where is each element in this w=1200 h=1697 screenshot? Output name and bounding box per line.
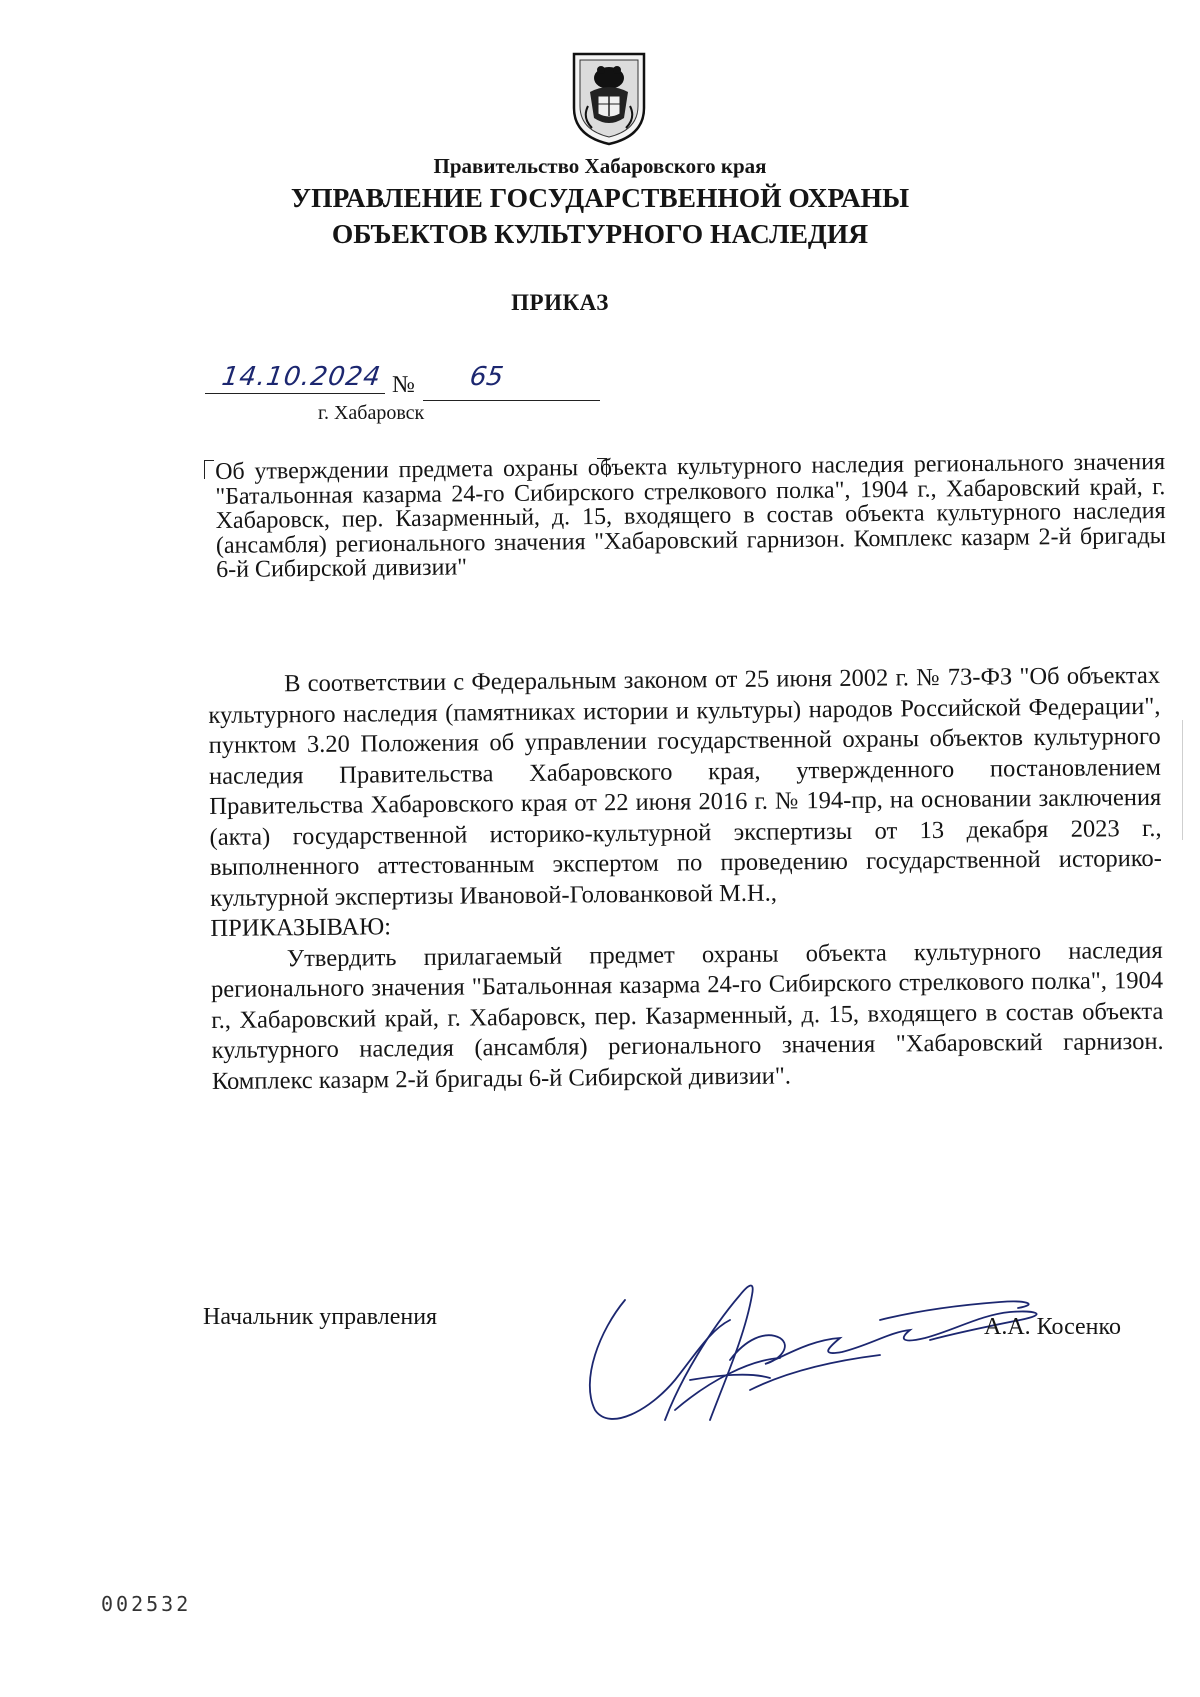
department-line-2: ОБЪЕКТОВ КУЛЬТУРНОГО НАСЛЕДИЯ bbox=[331, 218, 869, 249]
document-date: 14.10.2024 bbox=[219, 362, 383, 392]
number-underline bbox=[423, 400, 600, 401]
subject-bracket-left bbox=[204, 460, 214, 479]
handwritten-signature-icon bbox=[580, 1260, 1080, 1440]
number-sign: № bbox=[392, 372, 415, 398]
signatory-name: А.А. Косенко bbox=[984, 1314, 1121, 1340]
government-name: Правительство Хабаровского края bbox=[433, 154, 767, 178]
coat-of-arms-icon bbox=[568, 48, 650, 148]
document-city: г. Хабаровск bbox=[318, 402, 425, 424]
date-underline bbox=[205, 393, 385, 394]
document-serial-number: 002532 bbox=[101, 1592, 192, 1616]
department-line-1: УПРАВЛЕНИЕ ГОСУДАРСТВЕННОЙ ОХРАНЫ bbox=[290, 182, 910, 213]
signatory-title: Начальник управления bbox=[203, 1304, 438, 1330]
document-number: 65 bbox=[467, 362, 506, 392]
document-type: ПРИКАЗ bbox=[511, 290, 609, 315]
scan-margin-mark bbox=[1182, 720, 1183, 840]
department-name bbox=[0, 180, 1200, 252]
document-subject: Об утверждении предмета охраны объекта культурного наследия регионального значения "Батальонная казарма 24-го Сибирского стрелкового полка", 1904 г., Хабаровский край, г. Хабаровск, пер. Казарменный, д. 15, входящего в состав объекта культурного наследия (ансамбля) регионального значения "Хабаровский гарнизон. Комплекс казарм 2-й бригады 6-й Сибирской дивизии" bbox=[214, 449, 1166, 583]
body-paragraph-1: В соответствии с Федеральным законом от 25 июня 2002 г. № 73-ФЗ "Об объектах культурного наследия (памятниках истории и культуры) народов Российской Федерации", пунктом 3.20 Положения об управлении государственной охраны объектов культурного наследия Правительства Хабаровского края, утвержденного постановлением Правительства Хабаровского края от 22 июня 2016 г. № 194-пр, на основании заключения (акта) государственной историко-культурной экспертизы от 13 декабря 2023 г., выполненного аттестованным экспертом по проведению государственной историко-культурной экспертизы Ивановой-Голованковой М.Н., bbox=[208, 661, 1162, 912]
body-paragraph-2: Утвердить прилагаемый предмет охраны объекта культурного наследия регионального значения "Батальонная казарма 24-го Сибирского стрелкового полка", 1904 г., Хабаровский край, г. Хабаровск, пер. Казарменный, д. 15, входящего в состав объекта культурного наследия (ансамбля) регионального значения "Хабаровский гарнизон. Комплекс казарм 2-й бригады 6-й Сибирской дивизии". bbox=[210, 936, 1164, 1095]
document-body bbox=[208, 661, 1164, 1097]
order-word: ПРИКАЗЫВАЮ: bbox=[210, 913, 392, 942]
